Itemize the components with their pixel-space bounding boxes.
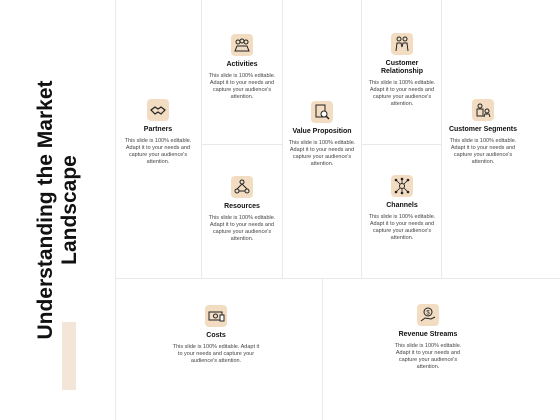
activities-heading: Activities [226,61,258,68]
divider [441,0,442,278]
divider [361,144,441,145]
team-icon [231,34,253,56]
divider [322,278,323,420]
two-people-icon [391,33,413,55]
customer-relationship-body: This slide is 100% editable. Adapt it to your needs and capture your audience's attention. [368,80,436,107]
divider [115,278,560,279]
money-hand-icon [417,304,439,326]
customer-segments-heading: Customer Segments [448,126,518,133]
revenue-streams-body: This slide is 100% editable. Adapt it to your needs and capture your audience's attention. [394,343,462,370]
page-title: Understanding the Market Landscape [34,80,81,340]
value-proposition-block [287,101,357,168]
divider [361,0,362,278]
customer-relationship-block [367,33,437,108]
business-model-canvas [115,0,560,420]
document-search-icon [311,101,333,123]
resources-body: This slide is 100% editable. Adapt it to your needs and capture your audience's attention. [208,215,276,242]
cash-icon [205,305,227,327]
segments-icon [472,99,494,121]
network-nodes-icon [231,176,253,198]
partners-heading: Partners [143,126,173,133]
svg-text:$: $ [426,310,430,317]
customer-segments-body: This slide is 100% editable. Adapt it to your needs and capture your audience's attention. [449,138,517,165]
channels-heading: Channels [386,202,418,209]
activities-body: This slide is 100% editable. Adapt it to your needs and capture your audience's attention. [208,73,276,100]
activities-block [207,34,277,101]
customer-segments-block [447,99,519,166]
value-proposition-body: This slide is 100% editable. Adapt it to your needs and capture your audience's attention. [288,140,356,167]
costs-body: This slide is 100% editable. Adapt it to your needs and capture your audience's attention. [172,344,260,364]
channels-body: This slide is 100% editable. Adapt it to your needs and capture your audience's attention. [368,214,436,241]
costs-block [171,305,261,365]
revenue-streams-heading: Revenue Streams [398,331,458,338]
handshake-icon [147,99,169,121]
channels-block [367,175,437,242]
hub-icon [391,175,413,197]
partners-block [117,99,199,166]
divider [201,0,202,278]
divider [201,144,282,145]
costs-heading: Costs [206,332,226,339]
divider [282,0,283,278]
revenue-streams-block [393,304,463,371]
resources-block [207,176,277,243]
value-proposition-heading: Value Proposition [292,128,352,135]
customer-relationship-heading: Customer Relationship [380,60,423,75]
resources-heading: Resources [224,203,260,210]
partners-body: This slide is 100% editable. Adapt it to your needs and capture your audience's attention. [124,138,192,165]
title-area [0,0,115,420]
divider [115,0,116,420]
